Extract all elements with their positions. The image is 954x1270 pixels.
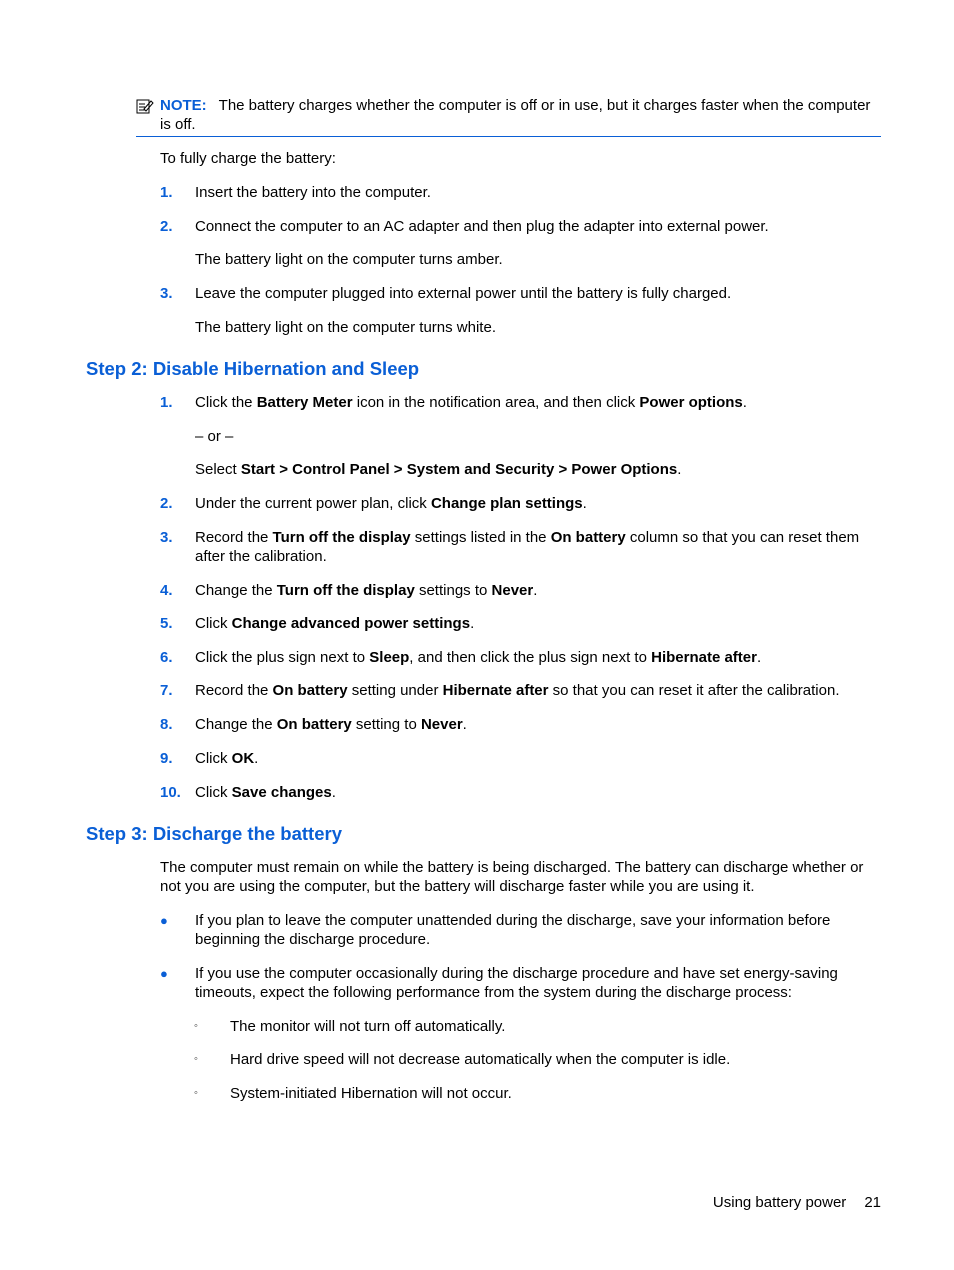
charge-intro: To fully charge the battery:	[160, 150, 336, 167]
disable-step-1-alt: Select Start > Control Panel > System and Security > Power Options.	[195, 461, 682, 478]
step-number: 2.	[160, 495, 173, 512]
section-heading-step2: Step 2: Disable Hibernation and Sleep	[86, 358, 420, 379]
step-number: 5.	[160, 615, 173, 632]
step-number: 6.	[160, 649, 173, 666]
bullet-dot-icon: ●	[160, 913, 168, 928]
bullet-dot-icon: ●	[160, 966, 168, 981]
charge-step-1: Insert the battery into the computer.	[195, 184, 431, 201]
note-pencil-icon	[136, 98, 154, 114]
disable-step-5: Click Change advanced power settings.	[195, 615, 475, 632]
charge-step-2: Connect the computer to an AC adapter and then plug the adapter into external power.	[195, 218, 769, 235]
disable-step-1: Click the Battery Meter icon in the notification area, and then click Power options.	[195, 394, 747, 411]
sub-bullet-circle-icon: ◦	[194, 1020, 198, 1032]
step-number: 8.	[160, 716, 173, 733]
disable-step-6: Click the plus sign next to Sleep, and then click the plus sign next to Hibernate after.	[195, 649, 762, 666]
section-heading-step3: Step 3: Discharge the battery	[86, 823, 342, 844]
disable-step-4: Change the Turn off the display settings to Never.	[195, 582, 538, 599]
discharge-sub-bullet-1: The monitor will not turn off automatically.	[230, 1018, 506, 1035]
page-footer	[713, 1193, 881, 1212]
disable-step-2: Under the current power plan, click Change plan settings.	[195, 495, 587, 512]
discharge-bullet-2: If you use the computer occasionally during the discharge procedure and have set energy-saving timeouts, expect the following performance from the system during the discharge process:	[195, 965, 838, 1001]
sub-bullet-circle-icon: ◦	[194, 1053, 198, 1065]
disable-step-7: Record the On battery setting under Hibernate after so that you can reset it after the calibration.	[195, 682, 840, 699]
discharge-intro: The computer must remain on while the battery is being discharged. The battery can discharge whether or not you are using the computer, but the battery will discharge faster while you are using it.	[160, 859, 864, 895]
step-number: 3.	[160, 529, 173, 546]
discharge-sub-bullet-3: System-initiated Hibernation will not occur.	[230, 1085, 512, 1102]
disable-step-3: Record the Turn off the display settings listed in the On battery column so that you can reset them after the calibration.	[195, 529, 860, 565]
disable-step-10: Click Save changes.	[195, 784, 336, 801]
step-number: 10.	[160, 784, 181, 801]
step-number: 1.	[160, 184, 173, 201]
disable-step-8: Change the On battery setting to Never.	[195, 716, 467, 733]
step-number: 7.	[160, 682, 173, 699]
step-number: 1.	[160, 394, 173, 411]
or-separator: – or –	[195, 428, 234, 445]
step-number: 2.	[160, 218, 173, 235]
discharge-sub-bullet-2: Hard drive speed will not decrease automatically when the computer is idle.	[230, 1051, 731, 1068]
note-box	[136, 96, 881, 137]
note-label: NOTE:	[160, 97, 207, 114]
charge-step-2-result: The battery light on the computer turns amber.	[195, 251, 503, 268]
step-number: 9.	[160, 750, 173, 767]
charge-step-3-result: The battery light on the computer turns white.	[195, 319, 496, 336]
charge-step-3: Leave the computer plugged into external power until the battery is fully charged.	[195, 285, 732, 302]
footer-title: Using battery power	[712, 1194, 847, 1211]
disable-step-9: Click OK.	[195, 750, 259, 767]
page-number: 21	[864, 1194, 881, 1211]
sub-bullet-circle-icon: ◦	[194, 1087, 198, 1099]
step-number: 3.	[160, 285, 173, 302]
step-number: 4.	[160, 582, 173, 599]
discharge-bullet-1: If you plan to leave the computer unattended during the discharge, save your information before beginning the discharge procedure.	[195, 912, 831, 948]
note-text: The battery charges whether the computer is off or in use, but it charges faster when the computer is off.	[160, 97, 871, 133]
